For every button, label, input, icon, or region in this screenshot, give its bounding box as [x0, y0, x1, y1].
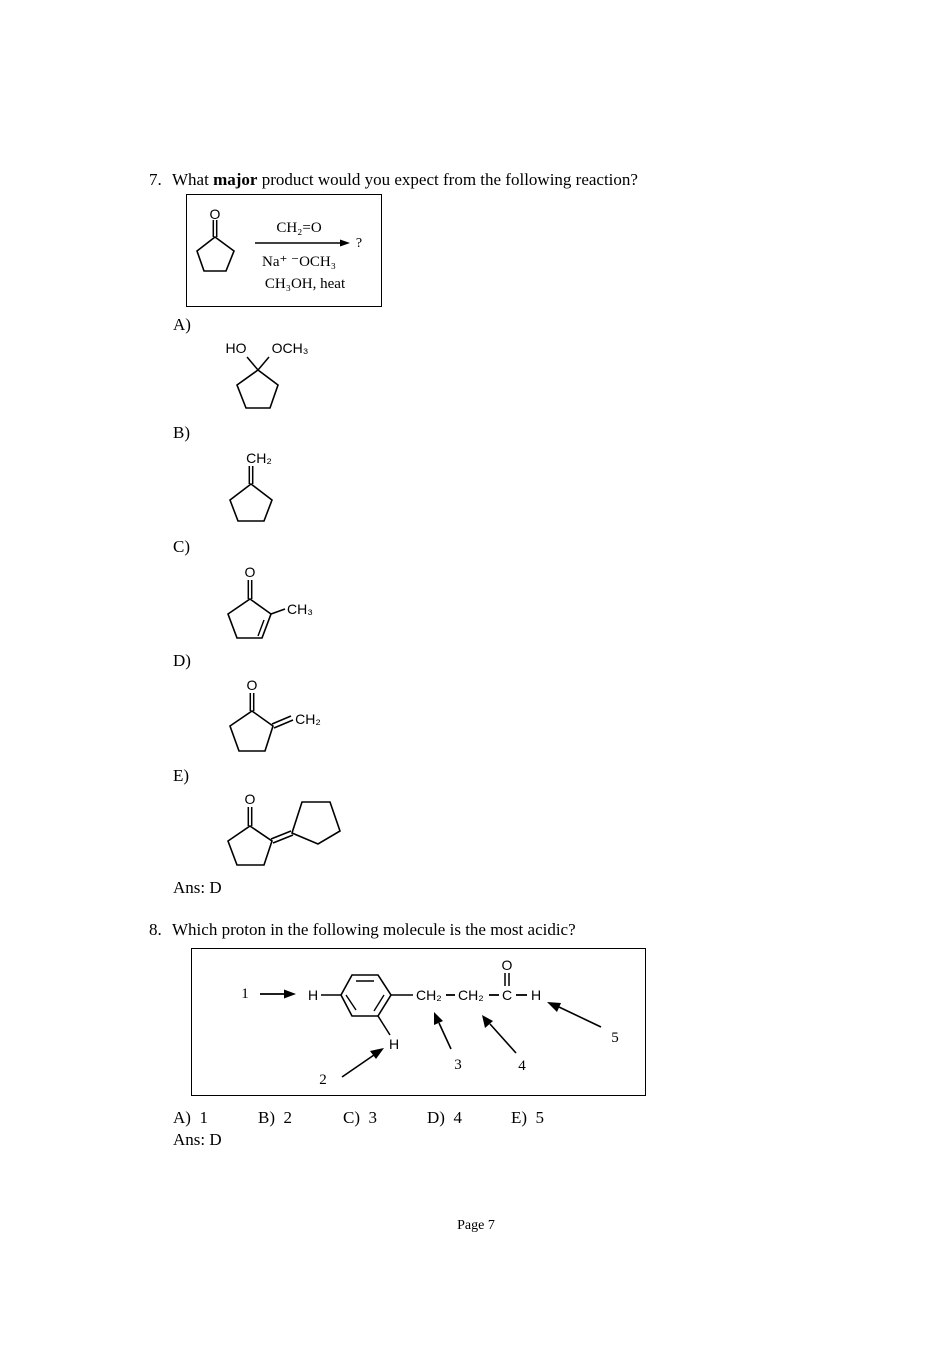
- carbonyl-carbon: C: [501, 987, 513, 1003]
- molecule-box: [191, 948, 646, 1096]
- choice-value: 4: [453, 1108, 462, 1127]
- choice-b: [258, 1108, 292, 1128]
- question-number: 7.: [149, 170, 162, 189]
- question-7: [149, 170, 638, 190]
- question-emphasis: major: [213, 170, 258, 189]
- option-a-label: A): [173, 315, 191, 334]
- question-8: [149, 920, 576, 940]
- choice-value: 5: [535, 1108, 545, 1127]
- choice-letter: E): [511, 1108, 528, 1127]
- h-atom-1: H: [307, 987, 319, 1003]
- h-atom-2: H: [388, 1036, 400, 1052]
- arrow-label-4: 4: [518, 1058, 526, 1074]
- choice-c: [343, 1108, 377, 1128]
- arrow-5-head: [547, 1002, 561, 1012]
- option-b-label: B): [173, 423, 190, 442]
- methylene-label: CH₂: [246, 450, 272, 466]
- choice-value: 2: [283, 1108, 292, 1127]
- hydroxyl-label: HO: [225, 340, 247, 356]
- oxygen-label: O: [244, 564, 256, 580]
- option-a-structure: [215, 335, 325, 415]
- choice-value: 1: [199, 1108, 208, 1127]
- arrow-label-5: 5: [611, 1030, 619, 1046]
- choice-e: [511, 1108, 544, 1128]
- page-number: Page 7: [457, 1218, 495, 1233]
- arrow-label-1: 1: [241, 986, 249, 1002]
- question-text-start: What: [172, 170, 214, 189]
- option-e-structure: [220, 788, 350, 873]
- q8-answer: Ans: D: [173, 1130, 222, 1149]
- option-c-structure: [220, 560, 330, 645]
- choice-letter: B): [258, 1108, 275, 1127]
- product-mark: ?: [355, 236, 363, 251]
- arrow-3-head: [434, 1012, 443, 1025]
- oxygen-label: O: [246, 677, 258, 693]
- ch2-group-2: CH₂: [458, 987, 484, 1003]
- arrow-1-head: [284, 990, 296, 999]
- option-c-label: C): [173, 537, 190, 556]
- reaction-conditions: CH₃OH, heat: [264, 276, 346, 292]
- arrow-label-2: 2: [319, 1072, 327, 1088]
- question-number: 8.: [149, 920, 162, 939]
- oxygen-label: O: [244, 791, 256, 807]
- choice-letter: D): [427, 1108, 445, 1127]
- arrow-label-3: 3: [454, 1057, 462, 1073]
- choice-value: 3: [368, 1108, 377, 1127]
- reaction-box: [186, 194, 382, 307]
- option-e-label: E): [173, 766, 190, 785]
- q7-answer: Ans: D: [173, 878, 222, 897]
- question-text: Which proton in the following molecule is the most acidic?: [172, 920, 576, 939]
- choice-letter: C): [343, 1108, 360, 1127]
- choice-letter: A): [173, 1108, 191, 1127]
- methyl-label: CH₃: [287, 601, 313, 617]
- option-b-structure: [220, 445, 290, 525]
- option-d-label: D): [173, 651, 191, 670]
- option-d-structure: [220, 673, 330, 758]
- h-atom-aldehyde: H: [530, 987, 542, 1003]
- reaction-arrow-head: [340, 240, 350, 247]
- choice-d: [427, 1108, 462, 1128]
- oxygen-label: O: [209, 206, 221, 222]
- choice-a: [173, 1108, 208, 1128]
- ch2-group-1: CH₂: [416, 987, 442, 1003]
- question-text-end: product would you expect from the following reaction?: [257, 170, 638, 189]
- molecule-diagram: [192, 949, 647, 1097]
- methylene-label: CH₂: [295, 711, 321, 727]
- reagent-top: CH₂=O: [276, 220, 322, 236]
- arrow-2-head: [370, 1048, 384, 1059]
- methoxy-label: OCH₃: [271, 340, 309, 356]
- carbonyl-oxygen: O: [501, 957, 513, 973]
- cyclopentanone-structure: [197, 206, 362, 292]
- reaction-scheme: [187, 195, 383, 308]
- reagent-bottom: Na⁺ ⁻OCH₃: [262, 254, 336, 270]
